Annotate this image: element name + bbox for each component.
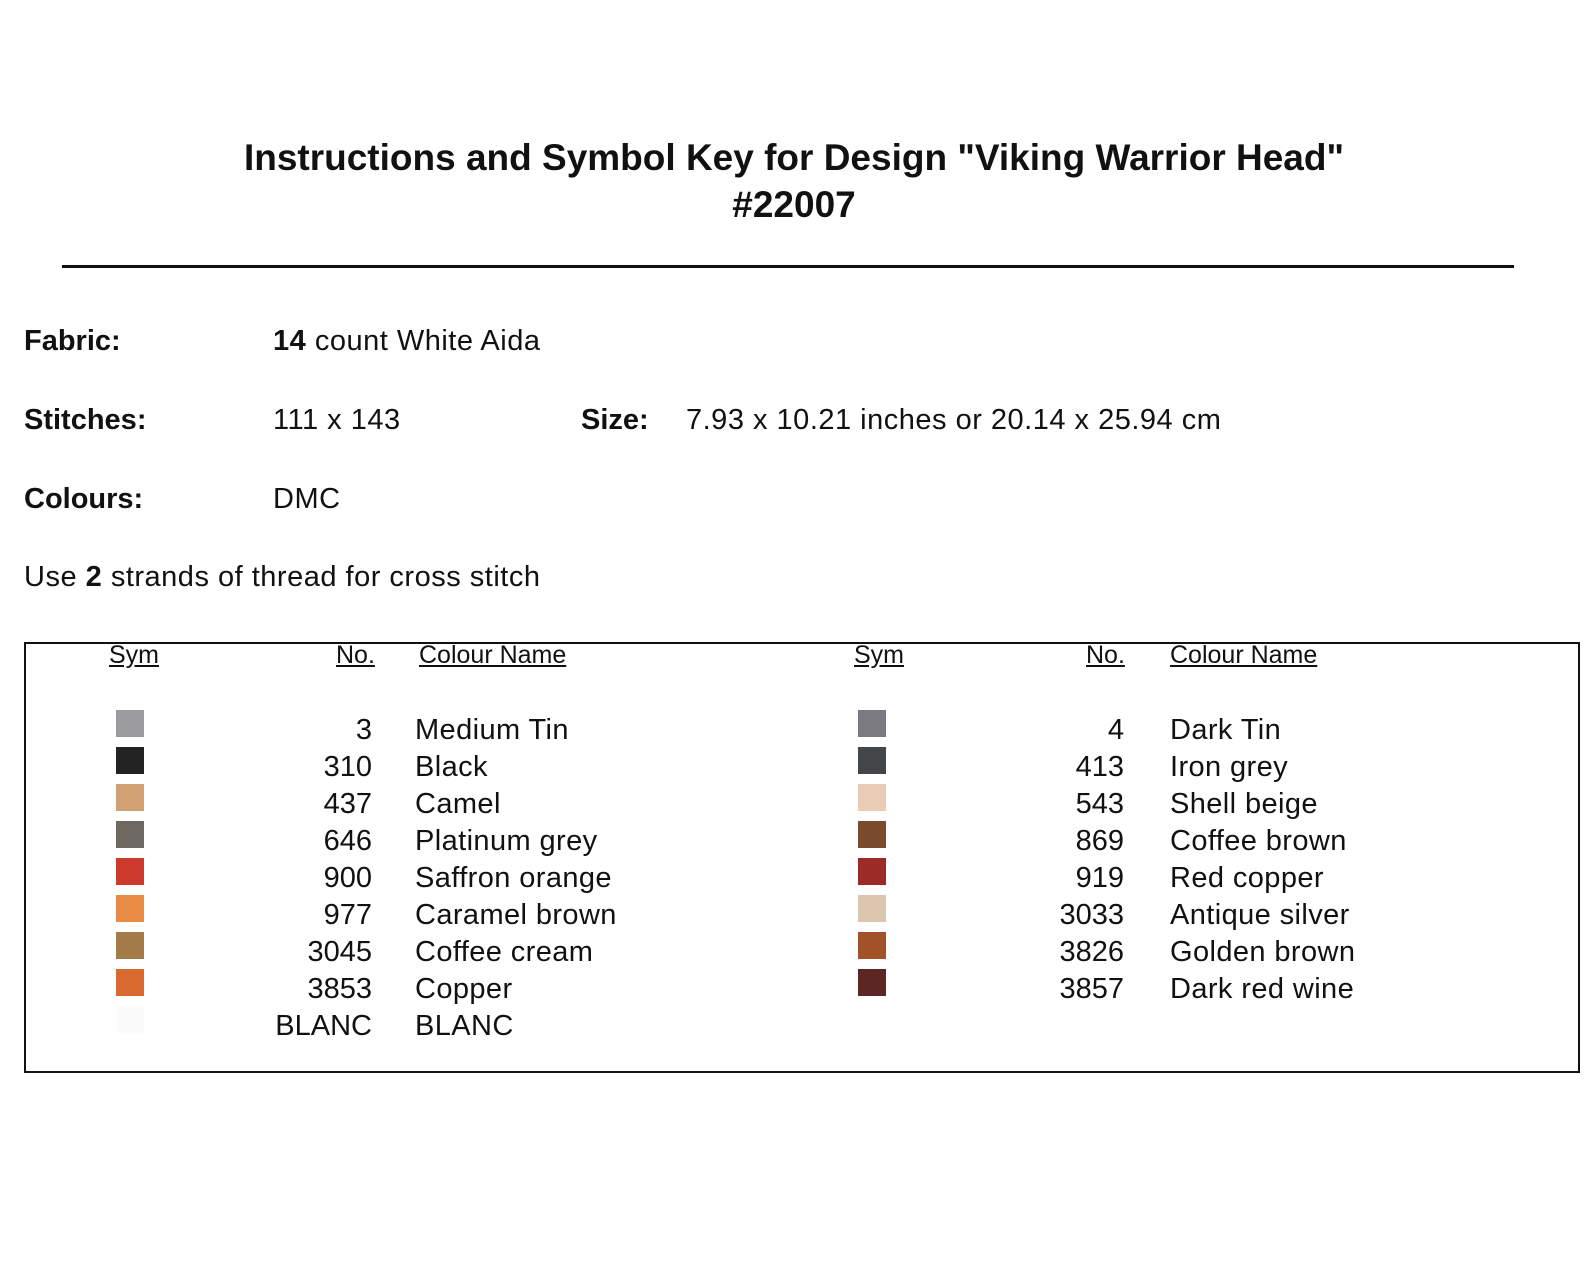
fabric-count: 14 <box>273 325 307 357</box>
fabric-value <box>273 323 540 359</box>
fabric-label: Fabric: <box>24 325 121 357</box>
dmc-number: 413 <box>1075 751 1124 783</box>
colour-swatch <box>116 969 144 996</box>
strands-count: 2 <box>85 561 103 593</box>
dmc-number: 919 <box>1075 862 1124 894</box>
colours-value: DMC <box>273 483 341 515</box>
stitches-value: 111 x 143 <box>273 404 401 436</box>
colour-name: Shell beige <box>1170 788 1318 820</box>
dmc-number: 3853 <box>307 973 372 1005</box>
dmc-number: 437 <box>323 788 372 820</box>
colour-swatch <box>858 710 886 737</box>
header-sym-left: Sym <box>109 641 159 669</box>
size-value: 7.93 x 10.21 inches or 20.14 x 25.94 cm <box>686 404 1222 436</box>
colour-name: Coffee cream <box>415 936 594 968</box>
colour-swatch <box>858 932 886 959</box>
fabric-description: count White Aida <box>306 325 541 357</box>
dmc-number: 900 <box>323 862 372 894</box>
colour-swatch <box>116 1006 144 1033</box>
colour-name: Golden brown <box>1170 936 1356 968</box>
design-number: #22007 <box>732 184 856 225</box>
colour-swatch <box>116 932 144 959</box>
colour-name: Dark red wine <box>1170 973 1355 1005</box>
colour-name: BLANC <box>415 1010 514 1042</box>
dmc-number: 3 <box>355 714 372 746</box>
colour-swatch <box>116 821 144 848</box>
dmc-number: 3857 <box>1059 973 1124 1005</box>
colour-name: Antique silver <box>1170 899 1350 931</box>
stitches-label: Stitches: <box>24 404 147 436</box>
colour-swatch <box>116 784 144 811</box>
colour-swatch <box>116 747 144 774</box>
colour-swatch <box>116 710 144 737</box>
dmc-number: BLANC <box>275 1010 372 1042</box>
colour-name: Iron grey <box>1170 751 1289 783</box>
colour-swatch <box>858 821 886 848</box>
colour-name: Platinum grey <box>415 825 598 857</box>
dmc-number: 3033 <box>1059 899 1124 931</box>
dmc-number: 310 <box>323 751 372 783</box>
header-no-right: No. <box>1086 641 1125 669</box>
colour-name: Dark Tin <box>1170 714 1282 746</box>
colour-swatch <box>116 895 144 922</box>
colour-name: Saffron orange <box>415 862 612 894</box>
colour-swatch <box>858 747 886 774</box>
colour-swatch <box>116 858 144 885</box>
colour-swatch <box>858 784 886 811</box>
header-colour-name-left: Colour Name <box>419 641 567 669</box>
dmc-number: 3826 <box>1059 936 1124 968</box>
colour-name: Coffee brown <box>1170 825 1347 857</box>
header-sym-right: Sym <box>854 641 904 669</box>
strands-suffix: strands of thread for cross stitch <box>102 561 541 593</box>
size-label: Size: <box>581 404 649 436</box>
dmc-number: 4 <box>1107 714 1124 746</box>
dmc-number: 3045 <box>307 936 372 968</box>
header-colour-name-right: Colour Name <box>1170 641 1318 669</box>
dmc-number: 977 <box>323 899 372 931</box>
colour-name: Camel <box>415 788 501 820</box>
colour-name: Red copper <box>1170 862 1324 894</box>
header-no-left: No. <box>336 641 375 669</box>
title-divider <box>62 265 1514 268</box>
colours-label: Colours: <box>24 483 144 515</box>
colour-swatch <box>858 895 886 922</box>
colour-name: Medium Tin <box>415 714 569 746</box>
strands-instruction <box>24 559 540 595</box>
colour-name: Caramel brown <box>415 899 617 931</box>
dmc-number: 646 <box>323 825 372 857</box>
dmc-number: 869 <box>1075 825 1124 857</box>
strands-prefix: Use <box>24 561 86 593</box>
colour-name: Black <box>415 751 488 783</box>
colour-swatch <box>858 969 886 996</box>
colour-name: Copper <box>415 973 513 1005</box>
colour-swatch <box>858 858 886 885</box>
page-title: Instructions and Symbol Key for Design "Viking Warrior Head" <box>243 137 1345 178</box>
dmc-number: 543 <box>1075 788 1124 820</box>
